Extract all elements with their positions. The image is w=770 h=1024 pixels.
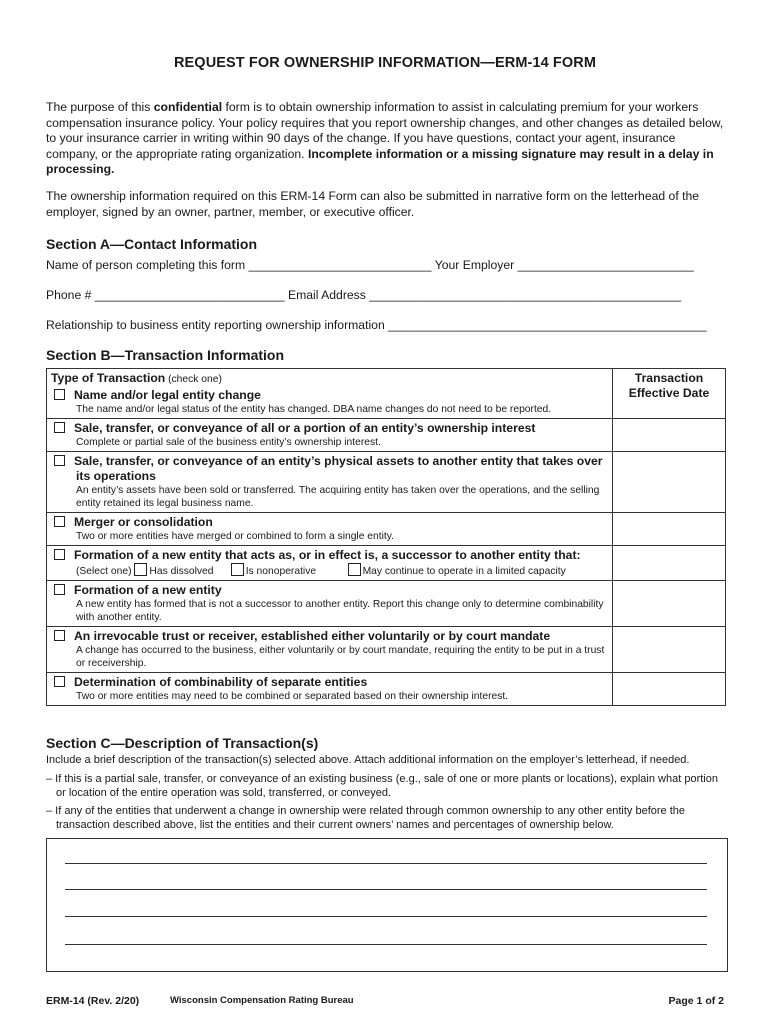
writing-line (65, 916, 707, 917)
option-label: May continue to operate in a limited capacity (362, 566, 566, 577)
row-title: Formation of a new entity that acts as, or in effect is, a successor to another entity that: (74, 548, 581, 562)
table-row (47, 546, 726, 581)
form-title: REQUEST FOR OWNERSHIP INFORMATION—ERM-14 FORM (173, 55, 597, 71)
row-desc: Two or more entities may need to be combined or separated based on their ownership interest. (76, 691, 509, 702)
table-header-row (47, 369, 726, 387)
table-row (47, 513, 726, 546)
select-one-label: (Select one) (76, 566, 132, 577)
option-checkbox[interactable] (231, 563, 244, 576)
date-header: Transaction Effective Date (613, 369, 726, 419)
section-c-bullet-2: – If any of the entities that underwent a change in ownership were related through common ownership to any other entity before the transaction described above, list the entities and their current owners’ names and percentages of ownership below. (46, 805, 685, 831)
row-title: Sale, transfer, or conveyance of an entity’s physical assets to another entity that takes over its operations (74, 454, 603, 483)
row-desc: Two or more entities have merged or combined to form a single entity. (76, 531, 395, 542)
row-ownership-sale (47, 419, 613, 452)
row-title: An irrevocable trust or receiver, established either voluntarily or by court mandate (74, 629, 551, 643)
row-desc: A change has occurred to the business, either voluntarily or by court mandate, requiring the entity to be put in a trust or receivership. (76, 645, 605, 669)
effective-date-cell[interactable] (613, 627, 726, 673)
section-b-heading: Section B—Transaction Information (46, 347, 285, 363)
row-title: Sale, transfer, or conveyance of all or a portion of an entity’s ownership interest (74, 421, 536, 435)
row-successor (47, 546, 613, 581)
row-desc: An entity’s assets have been sold or transferred. The acquiring entity has taken over the operations, and the selling entity retained its legal business name. (76, 485, 600, 509)
transaction-table (46, 368, 726, 706)
intro-confidential: confidential (153, 100, 223, 114)
intro-paragraph (46, 100, 726, 178)
row-title: Determination of combinability of separate entities (74, 675, 368, 689)
phone-email-field[interactable]: Phone # ____________________________ Email Address ______________________________________________ (46, 288, 682, 302)
effective-date-cell[interactable] (613, 513, 726, 546)
row-trust (47, 627, 613, 673)
effective-date-cell[interactable] (613, 419, 726, 452)
org-name: Wisconsin Compensation Rating Bureau (170, 995, 354, 1006)
section-c-bullet-1: – If this is a partial sale, transfer, or conveyance of an existing business (e.g., sale of one or more plants or locations), explain what portion or location of the entire operation was sold, transferred, or conveyed. (46, 773, 718, 799)
intro-text-a: The purpose of this (46, 100, 154, 114)
type-header (47, 369, 613, 387)
row-title: Merger or consolidation (74, 515, 213, 529)
row-title: Name and/or legal entity change (74, 388, 261, 402)
checkbox[interactable] (54, 389, 65, 400)
form-id: ERM-14 (Rev. 2/20) (46, 995, 140, 1007)
checkbox[interactable] (54, 630, 65, 641)
checkbox[interactable] (54, 422, 65, 433)
intro-text-b: form is to obtain ownership information to assist in calculating premium for your workers compensation insurance policy. Your policy requires that you report ownership changes, and other changes as detailed below, to your insurance carrier in writing within 90 days of the change. If you have questions, contact your agent, insurance company, or the appropriate rating organization. (46, 100, 724, 161)
row-name-change (47, 386, 613, 419)
narrative-paragraph: The ownership information required on this ERM-14 Form can also be submitted in narrative form on the letterhead of the employer, signed by an owner, partner, member, or executive officer. (46, 189, 700, 219)
effective-date-cell[interactable] (613, 581, 726, 627)
row-merger (47, 513, 613, 546)
intro-warning: Incomplete information or a missing signature may result in a delay in processing. (46, 146, 714, 176)
row-desc: A new entity has formed that is not a successor to another entity. Report this change only to determine combinability with another entity. (76, 599, 604, 623)
row-desc: Complete or partial sale of the business entity’s ownership interest. (76, 437, 381, 448)
writing-line (65, 863, 707, 864)
relationship-field[interactable]: Relationship to business entity reporting ownership information _______________________________________________ (46, 318, 707, 332)
section-c-intro: Include a brief description of the transaction(s) selected above. Attach additional information on the employer’s letterhead, if needed. (46, 754, 690, 766)
section-a-heading: Section A—Contact Information (46, 236, 258, 252)
option-label: Has dissolved (149, 566, 214, 577)
successor-options (51, 563, 608, 578)
description-box[interactable] (46, 838, 728, 972)
checkbox[interactable] (54, 676, 65, 687)
checkbox[interactable] (54, 584, 65, 595)
row-title: Formation of a new entity (74, 583, 222, 597)
table-row (47, 419, 726, 452)
option-label: Is nonoperative (245, 566, 317, 577)
row-combinability (47, 673, 613, 706)
checkbox[interactable] (54, 549, 65, 560)
table-row (47, 452, 726, 513)
writing-line (65, 944, 707, 945)
table-row (47, 581, 726, 627)
table-row (47, 627, 726, 673)
option-checkbox[interactable] (348, 563, 361, 576)
table-row (47, 673, 726, 706)
checkbox[interactable] (54, 455, 65, 466)
row-new-entity (47, 581, 613, 627)
checkbox[interactable] (54, 516, 65, 527)
type-label: Type of Transaction (51, 371, 166, 385)
effective-date-cell[interactable] (613, 673, 726, 706)
row-desc: The name and/or legal status of the entity has changed. DBA name changes do not need to be reported. (76, 404, 552, 415)
option-checkbox[interactable] (134, 563, 147, 576)
effective-date-cell[interactable] (613, 452, 726, 513)
type-hint: (check one) (165, 374, 222, 385)
writing-line (65, 889, 707, 890)
page-number: Page 1 of 2 (668, 995, 724, 1007)
section-c-heading: Section C—Description of Transaction(s) (46, 735, 319, 751)
row-asset-sale (47, 452, 613, 513)
effective-date-cell[interactable] (613, 546, 726, 581)
name-employer-field[interactable]: Name of person completing this form ___________________________ Your Employer __________________________ (46, 258, 694, 272)
